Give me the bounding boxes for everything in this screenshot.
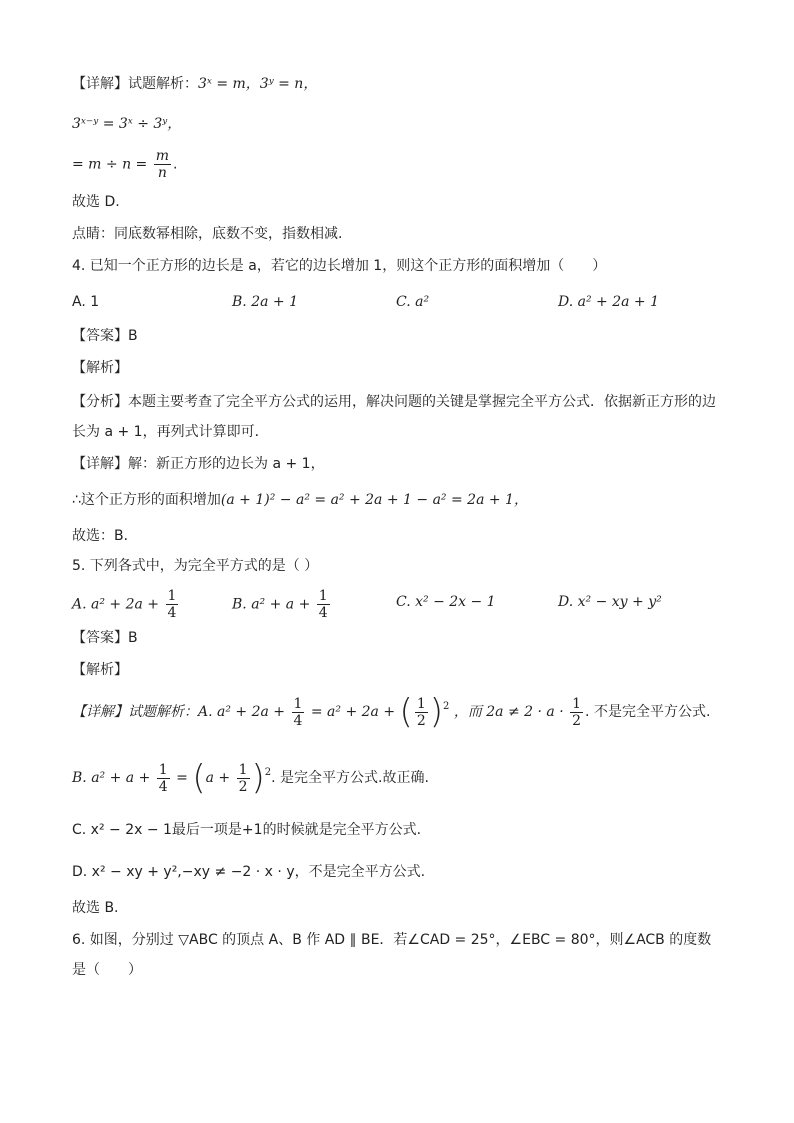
fraction: $\frac{m}{n}$ — [155, 148, 170, 181]
q4-option-d: D. a² + 2a + 1 — [558, 294, 660, 310]
tip-line: 点睛：同底数幂相除，底数不变，指数相减. — [72, 226, 343, 242]
answer-5: 【答案】B — [72, 630, 138, 646]
right-paren: ) — [429, 692, 443, 732]
exponent: 2 — [443, 701, 450, 712]
detail-prefix: 【详解】试题解析： — [72, 76, 198, 92]
left-paren: ( — [399, 692, 413, 732]
q4-option-b: B. 2a + 1 — [232, 294, 298, 310]
q5-option-a: A. a² + 2a + $\frac{1}{4}$ — [72, 588, 177, 621]
fraction: $\frac{1}{4}$ — [167, 588, 177, 621]
analysis-4-line-1: 【分析】本题主要考查了完全平方公式的运用，解决问题的关键是掌握完全平方公式．依据新正方形的边 — [72, 394, 716, 410]
q5-option-b: B. a² + a + $\frac{1}{4}$ — [232, 588, 328, 621]
detail-line-2: 3ˣ⁻ʸ = 3ˣ ÷ 3ʸ， — [72, 116, 182, 132]
fraction: $\frac{1}{2}$ — [238, 761, 248, 795]
fraction: $\frac{1}{2}$ — [572, 695, 582, 729]
detail-5-b: B. a² + a + $\frac{1}{4}$ = (a + $\frac{1}{2}$ )$^2$. 是完全平方公式.故正确. — [72, 758, 429, 798]
right-paren: ) — [251, 758, 265, 798]
question-5: 5. 下列各式中，为完全平方式的是（ ） — [72, 558, 319, 574]
detail-line-3: = m ÷ n = $\frac{m}{n}$ . — [72, 148, 178, 181]
question-6-line-2: 是（ ） — [72, 962, 142, 978]
choose-5-line: 故选 B. — [72, 900, 119, 916]
detail-5-c: C. x² − 2x − 1最后一项是+1的时候就是完全平方公式. — [72, 822, 422, 838]
choice-d-line: 故选 D. — [72, 194, 120, 210]
detail-4-line: 【详解】解：新正方形的边长为 a + 1， — [72, 456, 325, 472]
math-expression: = m ÷ n = — [72, 156, 148, 173]
fraction: $\frac{1}{4}$ — [293, 695, 303, 729]
calc-4-line: ∴这个正方形的面积增加(a + 1)² − a² = a² + 2a + 1 − a² = 2a + 1， — [72, 492, 528, 508]
fraction: $\frac{1}{4}$ — [158, 761, 168, 795]
fraction: $\frac{1}{2}$ — [416, 695, 426, 729]
math-expression: 3ˣ = m，3ʸ = n， — [198, 76, 318, 92]
q4-option-c: C. a² — [396, 294, 430, 310]
analysis-4-header: 【解析】 — [72, 360, 128, 376]
q5-option-d: D. x² − xy + y² — [558, 594, 662, 610]
analysis-4-line-2: 长为 a + 1，再列式计算即可． — [72, 424, 269, 440]
detail-line-1 — [72, 74, 317, 94]
question-4: 4. 已知一个正方形的边长是 a，若它的边长增加 1，则这个正方形的面积增加（ ） — [72, 258, 607, 274]
question-6-line-1: 6. 如图，分别过 ▽ABC 的顶点 A、B 作 AD ∥ BE．若∠CAD = 25°，∠EBC = 80°，则∠ACB 的度数 — [72, 932, 712, 948]
choose-4-line: 故选：B． — [72, 528, 138, 544]
q4-option-a: A. 1 — [72, 294, 100, 310]
left-paren: ( — [192, 758, 206, 798]
exponent: 2 — [264, 767, 272, 778]
q5-option-c: C. x² − 2x − 1 — [396, 594, 496, 610]
math-expression: (a + 1)² − a² = a² + 2a + 1 − a² = 2a + 1， — [220, 492, 528, 508]
fraction: $\frac{1}{4}$ — [318, 588, 328, 621]
analysis-5-header: 【解析】 — [72, 662, 128, 678]
detail-5-d: D. x² − xy + y²,−xy ≠ −2 · x · y，不是完全平方公式. — [72, 864, 426, 880]
answer-4: 【答案】B — [72, 328, 138, 344]
detail-5-a: 【详解】试题解析：A. a² + 2a + $\frac{1}{4}$ = a² + 2a + ( $\frac{1}{2}$ )$^2$ ，而 2a ≠ 2 · a · $\frac{1}{2}$ . 不是完全平方公式. — [72, 692, 711, 732]
